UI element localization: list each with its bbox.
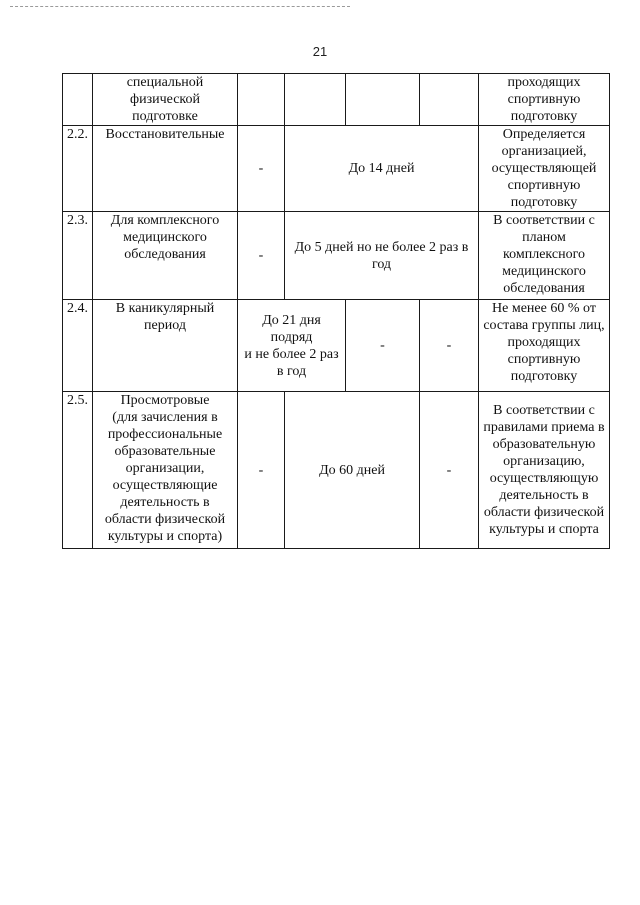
text-line: планом bbox=[522, 230, 566, 245]
empty-cell bbox=[420, 74, 479, 126]
text-line: подготовку bbox=[510, 195, 578, 210]
text-line: в год bbox=[276, 363, 307, 379]
text-line: Для комплексного bbox=[110, 213, 220, 228]
text-line: Не менее 60 % от bbox=[492, 301, 596, 316]
text-line: подряд bbox=[270, 329, 313, 345]
dash-cell: - bbox=[238, 212, 285, 300]
note-cell bbox=[479, 300, 610, 392]
dash-cell: - bbox=[238, 126, 285, 212]
text-line: спортивную bbox=[507, 178, 581, 193]
dash-cell: - bbox=[238, 392, 285, 549]
text-line: До 5 дней но не более 2 раз в bbox=[294, 239, 469, 255]
note-cell bbox=[479, 126, 610, 212]
text-line: состава группы лиц, bbox=[483, 318, 605, 333]
row-number: 2.4. bbox=[63, 300, 93, 392]
dash-cell: - bbox=[420, 300, 479, 392]
training-camps-table bbox=[62, 73, 610, 549]
text-line: области физической bbox=[483, 505, 605, 520]
dash-cell: - bbox=[420, 392, 479, 549]
text-line: профессиональные bbox=[107, 427, 223, 442]
period-cell bbox=[285, 212, 479, 300]
text-line: культуры и спорта) bbox=[107, 529, 223, 544]
row-number: 2.5. bbox=[63, 392, 93, 549]
text-line: правилами приема в bbox=[483, 420, 605, 435]
text-line: медицинского bbox=[502, 264, 586, 279]
empty-cell bbox=[346, 74, 420, 126]
top-rule bbox=[10, 6, 350, 7]
text-line: области физической bbox=[104, 512, 226, 527]
text-line: подготовке bbox=[132, 109, 198, 124]
text-line: спортивную bbox=[507, 92, 581, 107]
text-line: деятельность в bbox=[499, 488, 589, 503]
period-cell bbox=[238, 300, 346, 392]
camp-type bbox=[93, 74, 238, 126]
text-line: деятельность в bbox=[120, 495, 210, 510]
table-row bbox=[63, 392, 610, 549]
period-cell: До 14 дней bbox=[285, 126, 479, 212]
note-cell bbox=[479, 74, 610, 126]
text-line: Определяется bbox=[502, 127, 586, 142]
text-line: медицинского bbox=[123, 230, 207, 245]
text-line: комплексного bbox=[503, 247, 585, 262]
text-line: год bbox=[371, 256, 392, 272]
camp-type bbox=[93, 300, 238, 392]
row-number bbox=[63, 74, 93, 126]
text-line: осуществляющие bbox=[112, 478, 218, 493]
text-line: организацию, bbox=[503, 454, 585, 469]
table-row bbox=[63, 74, 610, 126]
text-line: образовательные bbox=[114, 444, 216, 459]
text-line: и не более 2 раз bbox=[244, 346, 339, 362]
text-line: подготовку bbox=[510, 109, 578, 124]
text-line: организацией, bbox=[501, 144, 587, 159]
text-line: образовательную bbox=[492, 437, 596, 452]
text-line: проходящих bbox=[507, 75, 581, 90]
table-row bbox=[63, 212, 610, 300]
text-line: Просмотровые bbox=[120, 393, 210, 408]
text-line: специальной bbox=[126, 75, 204, 90]
dash-cell: - bbox=[346, 300, 420, 392]
text-line: (для зачисления в bbox=[112, 410, 218, 425]
table-row bbox=[63, 300, 610, 392]
text-line: осуществляющей bbox=[491, 161, 597, 176]
camp-type bbox=[93, 392, 238, 549]
text-line: физической bbox=[130, 92, 200, 107]
text-line: В каникулярный bbox=[115, 301, 215, 316]
text-line: проходящих bbox=[507, 335, 581, 350]
text-line: культуры и спорта bbox=[489, 522, 599, 537]
period-cell: До 60 дней bbox=[285, 392, 420, 549]
text-line: период bbox=[144, 318, 186, 333]
row-number: 2.3. bbox=[63, 212, 93, 300]
text-line: спортивную bbox=[507, 352, 581, 367]
text-line: В соответствии с bbox=[493, 213, 595, 228]
note-cell bbox=[479, 392, 610, 549]
camp-type bbox=[93, 212, 238, 300]
text-line: обследования bbox=[503, 281, 585, 296]
text-line: До 21 дня bbox=[262, 312, 321, 328]
text-line: осуществляющую bbox=[489, 471, 599, 486]
camp-type: Восстановительные bbox=[93, 126, 238, 212]
text-line: организации, bbox=[125, 461, 205, 476]
text-line: подготовку bbox=[510, 369, 578, 384]
text-line: обследования bbox=[124, 247, 206, 262]
note-cell bbox=[479, 212, 610, 300]
text-line: В соответствии с bbox=[493, 403, 595, 418]
row-number: 2.2. bbox=[63, 126, 93, 212]
empty-cell bbox=[285, 74, 346, 126]
empty-cell bbox=[238, 74, 285, 126]
page-number: 21 bbox=[312, 44, 328, 59]
table-row bbox=[63, 126, 610, 212]
